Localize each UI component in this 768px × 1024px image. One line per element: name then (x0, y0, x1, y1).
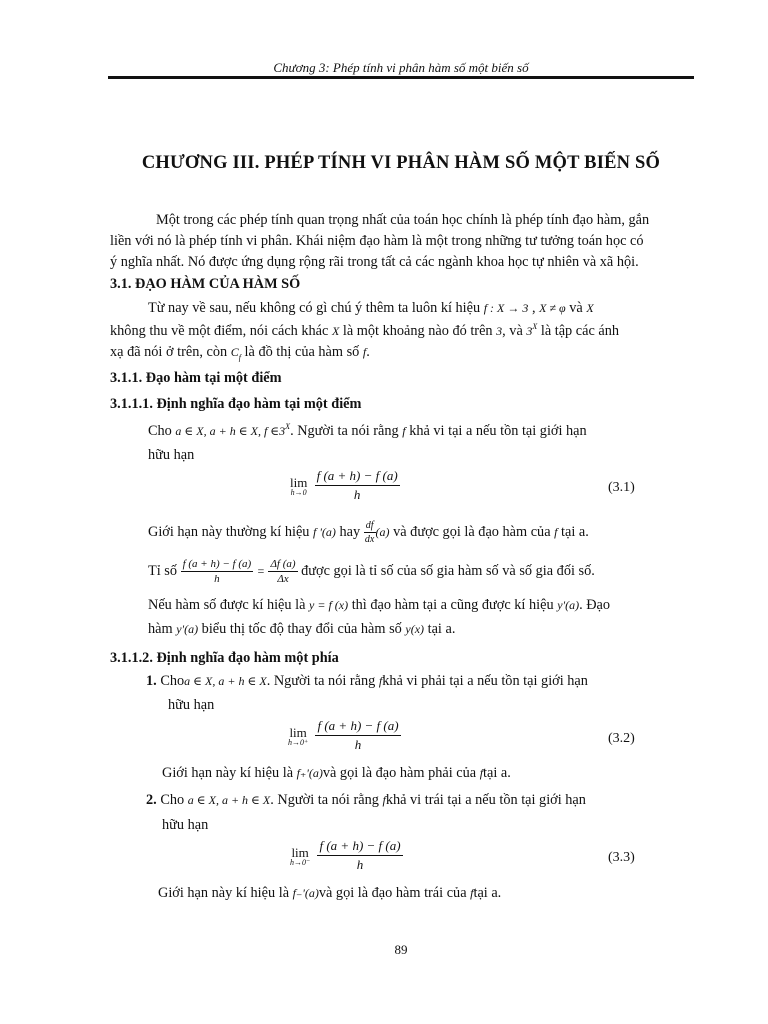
s3111-line-3: Giới hạn này thường kí hiệu f '(a) hay $\frac{df}{dx}$ (a) và được gọi là đạo hàm của f tại a. (148, 520, 589, 545)
s31-line-3: xạ đã nói ở trên, còn $C_f$ là đồ thị của hàm số f. (110, 344, 370, 362)
equation-number-3-3: (3.3) (608, 850, 635, 865)
running-header: Chương 3: Phép tính vi phân hàm số một biến số (273, 60, 529, 75)
section-heading-3-1: 3.1. ĐẠO HÀM CỦA HÀM SỐ (110, 276, 301, 292)
s3111-line-2: hữu hạn (148, 447, 195, 463)
list-item-1-line-3: Giới hạn này kí hiệu là f₊'(a)và gọi là đạo hàm phải của ftại a. (162, 765, 511, 781)
math-inline: X ≠ φ (539, 301, 566, 315)
equation-3-3: lim h→0⁻ $\frac{f (a + h) - f (a)}{h}$ (290, 838, 401, 872)
list-item-1: 1. Choa ∈ X, a + h ∈ X. Người ta nói rằng fkhả vi phải tại a nếu tồn tại giới hạn (146, 673, 588, 689)
math-inline: X (586, 301, 594, 315)
s3111-line-5: Nếu hàm số được kí hiệu là y = f (x) thì đạo hàm tại a cũng được kí hiệu y'(a). Đạo (148, 597, 611, 613)
header-rule (108, 76, 694, 79)
list-item-2: 2. Cho a ∈ X, a + h ∈ X. Người ta nói rằng fkhả vi trái tại a nếu tồn tại giới hạn (146, 792, 586, 808)
s3111-line-1: Cho a ∈ X, a + h ∈ X, f $\in 3^X$. Người ta nói rằng f khả vi tại a nếu tồn tại giới hạn (148, 422, 587, 439)
section-heading-3-1-1-1: 3.1.1.1. Định nghĩa đạo hàm tại một điểm (110, 396, 362, 412)
intro-line-3: ý nghĩa nhất. Nó được ứng dụng rộng rãi trong tất cả các ngành khoa học tự nhiên và xã hội. (110, 254, 639, 270)
list-item-1-line-2: hữu hạn (168, 697, 215, 713)
section-heading-3-1-1: 3.1.1. Đạo hàm tại một điểm (110, 370, 282, 386)
equation-3-1: lim h→0 $\frac{f (a + h) - f (a)}{h}$ (290, 468, 398, 502)
list-item-2-line-2: hữu hạn (162, 817, 209, 833)
equation-3-2: lim h→0⁺ $\frac{f (a + h) - f (a)}{h}$ (288, 718, 399, 752)
page-number: 89 (394, 942, 408, 957)
s31-line-2: không thu về một điểm, nói cách khác X là một khoảng nào đó trên 3, và $3^X$ là tập các ánh (110, 322, 620, 339)
section-heading-3-1-1-2: 3.1.1.2. Định nghĩa đạo hàm một phía (110, 650, 339, 666)
s3111-line-4: Tỉ số $\frac{f (a + h) - f (a)}{h}$ = $\frac{\Delta f (a)}{\Delta x}$ được gọi là tỉ số của số gia hàm số và số gia đối số. (148, 558, 595, 585)
list-item-2-line-3: Giới hạn này kí hiệu là f₋'(a)và gọi là đạo hàm trái của ftại a. (158, 885, 502, 901)
chapter-title: CHƯƠNG III. PHÉP TÍNH VI PHÂN HÀM SỐ MỘT BIẾN SỐ (141, 153, 661, 173)
s31-line-1: Từ nay về sau, nếu không có gì chú ý thêm ta luôn kí hiệu f : X → 3 , X ≠ φ và X (148, 300, 594, 316)
math-inline: f : X → 3 (483, 301, 529, 315)
s3111-line-6: hàm y'(a) biểu thị tốc độ thay đổi của hàm số y(x) tại a. (148, 621, 456, 637)
intro-line-2: liền với nó là phép tính vi phân. Khái niệm đạo hàm là một trong những tư tưởng toán học có (110, 233, 644, 249)
equation-number-3-2: (3.2) (608, 731, 635, 746)
equation-number-3-1: (3.1) (608, 480, 635, 495)
intro-line-1: Một trong các phép tính quan trọng nhất của toán học chính là phép tính đạo hàm, gắn (156, 212, 650, 228)
